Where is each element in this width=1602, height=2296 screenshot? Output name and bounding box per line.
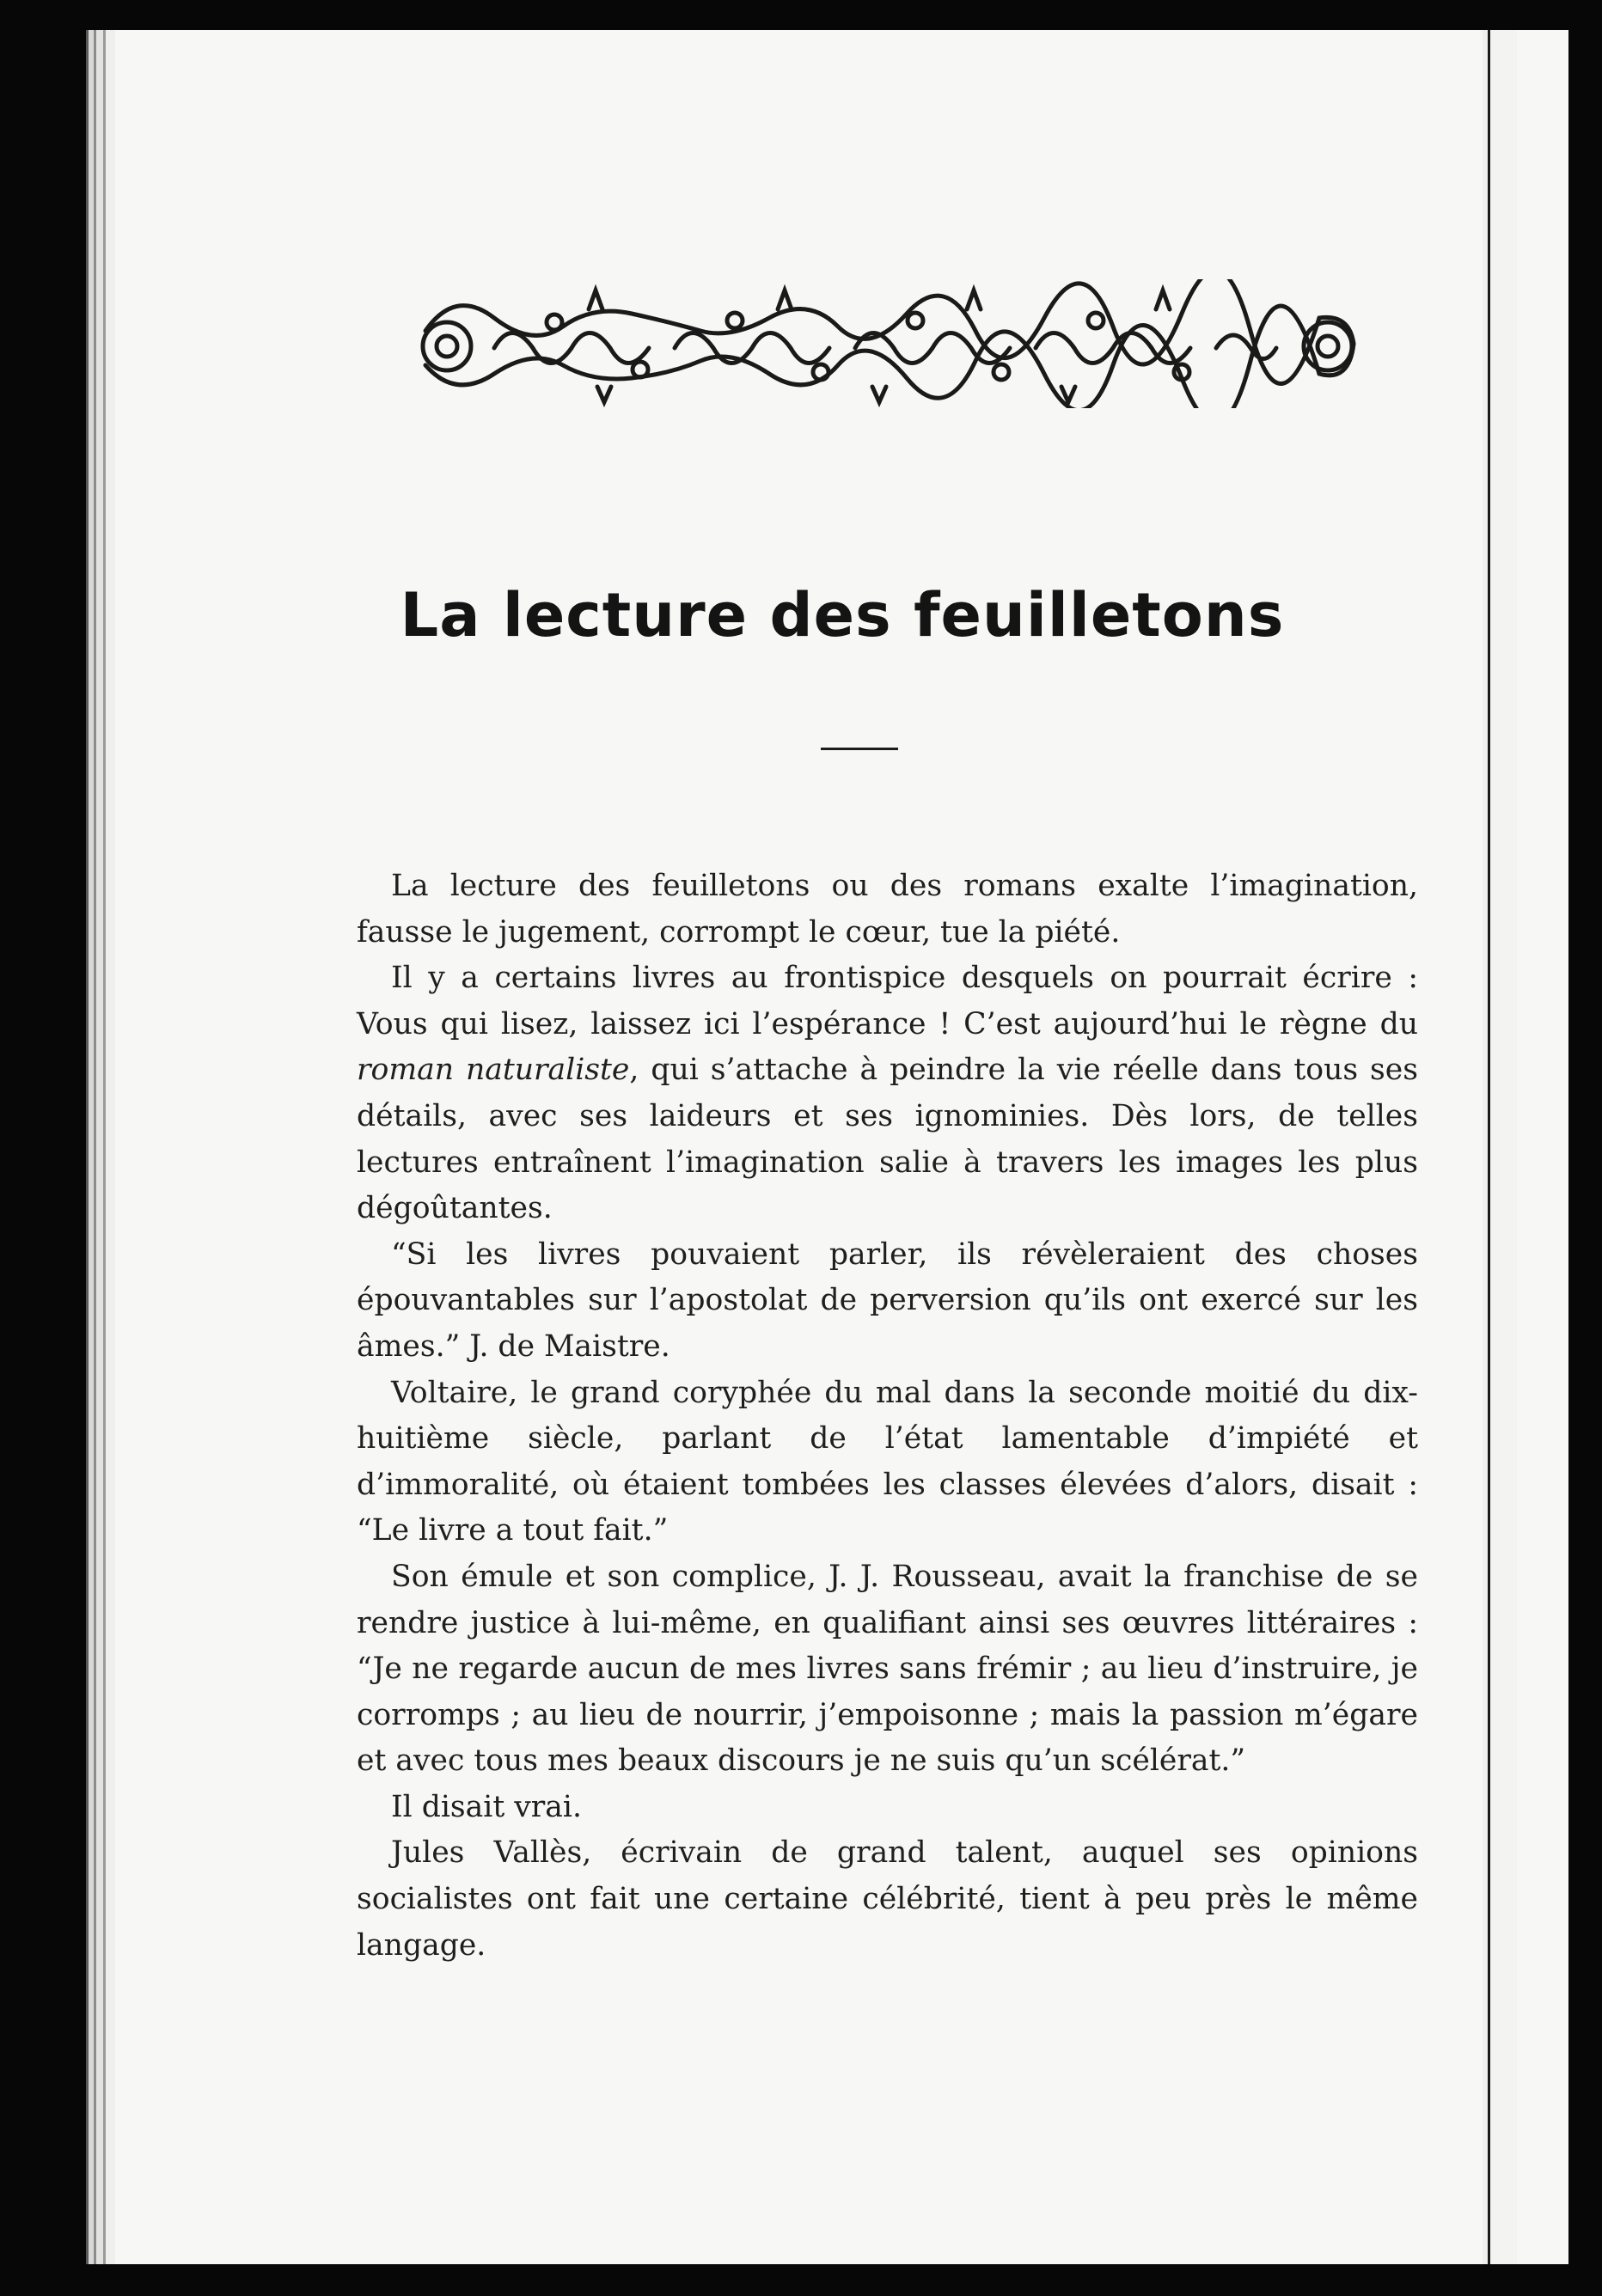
paragraph-3-quote-maistre: “Si les livres pouvaient parler, ils révèleraient des choses épouvantables sur l’apostolat de perversion qu’ils ont exercé sur les âmes.” J. de Maistre. bbox=[357, 1237, 1418, 1364]
paragraph-1: La lecture des feuilletons ou des romans exalte l’imagination, fausse le jugement, corrompt le cœur, tue la piété. bbox=[357, 869, 1418, 950]
body-text bbox=[357, 864, 1418, 1969]
paragraph-4-voltaire: Voltaire, le grand coryphée du mal dans la seconde moitié du dix-huitième siècle, parlant de l’état lamentable d’impiété et d’immoralité, où étaient tombées les classes élevées d’alors, disait : “Le livre a tout fait.” bbox=[357, 1375, 1418, 1548]
book-spine-edge bbox=[86, 30, 115, 2264]
paragraph-2-lead: Il y a certains livres au frontispice desquels on pourrait écrire : Vous qui lisez, laissez ici l’espérance ! C’est aujourd’hui le règne du bbox=[357, 961, 1418, 1041]
next-page-edge bbox=[1483, 30, 1517, 2264]
paragraph-2 bbox=[357, 956, 1418, 1232]
paragraph-2-rest: , qui s’attache à peindre la vie réelle dans tous ses détails, avec ses laideurs et ses ignominies. Dès lors, de telles lectures entraînent l’imagination salie à travers les images les plus dégoûtantes. bbox=[357, 1053, 1419, 1226]
paragraph-7-valles: Jules Vallès, écrivain de grand talent, auquel ses opinions socialistes ont fait une certaine célébrité, tient à peu près le même langage. bbox=[357, 1835, 1418, 1963]
page-title: La lecture des feuilletons bbox=[400, 580, 1285, 650]
italic-term: roman naturaliste bbox=[357, 1053, 630, 1088]
book-page bbox=[86, 30, 1568, 2264]
paragraph-5-rousseau: Son émule et son complice, J. J. Rousseau, avait la franchise de se rendre justice à lui-même, en qualifiant ainsi ses œuvres littéraires : “Je ne regarde aucun de mes livres sans frémir ; au lieu d’instruire, je corromps ; au lieu de nourrir, j’empoisonne ; mais la passion m’égare et avec tous mes beaux discours je ne suis qu’un scélérat.” bbox=[357, 1559, 1418, 1779]
paragraph-6: Il disait vrai. bbox=[391, 1789, 582, 1824]
title-divider-rule bbox=[821, 748, 898, 750]
floral-ornament-headpiece bbox=[417, 279, 1362, 408]
